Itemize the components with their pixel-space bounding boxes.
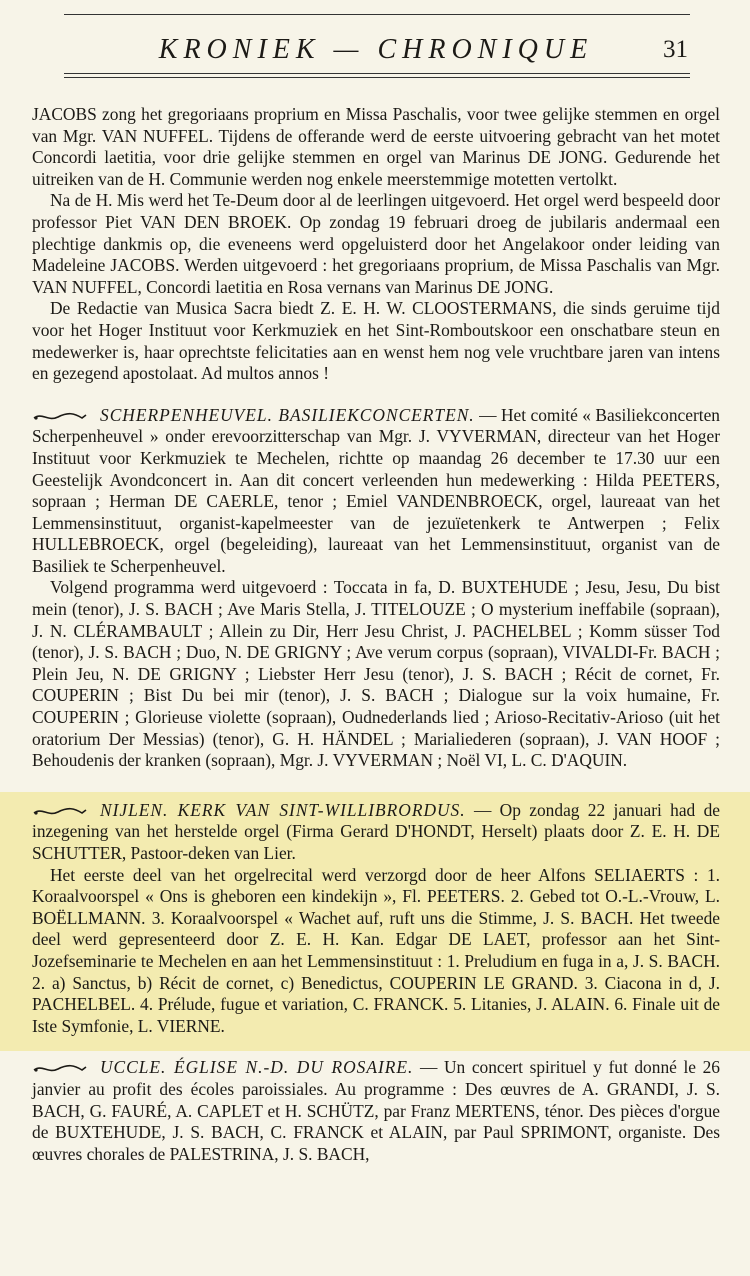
page-number: 31 (663, 36, 688, 63)
highlighted-section (0, 792, 750, 1052)
intro-section (32, 104, 720, 385)
intro-paragraph-3: De Redactie van Musica Sacra biedt Z. E. H. W. CLOOSTERMANS, die sinds geruime tijd voor het Hoger Instituut voor Kerkmuziek en het Sint-Romboutskoor een onschatbare steun en medewerker is, haar oprechtste felicitaties aan en wenst hem nog vele vruchtbare jaren van intens en gezegend apostolaat. Ad multos annos ! (32, 298, 720, 384)
flourish-ornament-icon (32, 806, 88, 818)
intro-paragraph-1: JACOBS zong het gregoriaans proprium en Missa Paschalis, voor twee gelijke stemmen en orgel van Mgr. VAN NUFFEL. Tijdens de offerande werd de eerste uitvoering gebracht van het motet Concordi laetitia, voor drie gelijke stemmen en orgel van Marinus DE JONG. Gedurende het uitreiken van de H. Communie werden nog enkele meerstemmige motetten vertolkt. (32, 104, 720, 189)
uccle-text-1: — Un concert spirituel y fut donné le 26 janvier au profit des écoles paroissiales. Au programme : Des œuvres de A. GRANDI, J. S. BACH, G. FAURÉ, A. CAPLET et H. SCHÜTZ, par Franz MERTENS, ténor. Des pièces d'orgue de BUXTEHUDE, J. S. BACH, C. FRANCK et ALAIN, par Paul SPRIMONT, organiste. Des œuvres chorales de PALESTRINA, J. S. BACH, (32, 1057, 720, 1164)
intro-paragraph-2: Na de H. Mis werd het Te-Deum door al de leerlingen uitgevoerd. Het orgel werd bespeeld door professor Piet VAN DEN BROEK. Op zondag 19 februari droeg de jubilaris andermaal een plechtige dankmis op, die eveneens werd opgeluisterd door het Angelakoor onder leiding van Madeleine JACOBS. Werden uitgevoerd : het gregoriaans proprium, de Missa Paschalis van Mgr. VAN NUFFEL, Concordi laetitia en Rosa vernans van Marinus DE JONG. (32, 190, 720, 297)
header-rule-top (64, 14, 690, 15)
section-scherpenheuvel (32, 405, 720, 772)
section-title-scherpenheuvel: SCHERPENHEUVEL. BASILIEKCONCERTEN. (100, 404, 475, 425)
uccle-paragraph-1 (32, 1057, 720, 1165)
header-rule-bottom (64, 73, 690, 74)
nijlen-text-1: — Op zondag 22 januari had de inzegening van het herstelde orgel (Firma Gerard D'HONDT, Herselt) plaats door Z. E. H. DE SCHUTTER, Pastoor-deken van Lier. (32, 799, 720, 863)
section-title-uccle: UCCLE. ÉGLISE N.-D. DU ROSAIRE. (100, 1057, 414, 1078)
section-title-nijlen: NIJLEN. KERK VAN SINT-WILLIBRORDUS. (100, 799, 466, 820)
flourish-ornament-icon (32, 411, 88, 423)
nijlen-paragraph-2: Het eerste deel van het orgelrecital werd verzorgd door de heer Alfons SELIAERTS : 1. Koraalvoorspel « Ons is gheboren een kindekijn », Fl. PEETERS. 2. Gebed tot O.-L.-Vrouw, L. BOËLLMANN. 3. Koraalvoorspel « Wachet auf, ruft uns die Stimme, J. S. BACH. Het tweede deel werd gepresenteerd door Z. E. H. Kan. Edgar DE LAET, professor aan het Sint-Jozefseminarie te Mechelen en aan het Lemmensinstituut : 1. Preludium en fuga in a, J. S. BACH. 2. a) Sanctus, b) Récit de cornet, c) Benedictus, COUPERIN LE GRAND. 3. Ciacona in d, J. PACHELBEL. 4. Prélude, fugue et variation, C. FRANCK. 5. Litanies, J. ALAIN. 6. Finale uit de Iste Symfonie, L. VIERNE. (32, 864, 720, 1036)
scherpenheuvel-paragraph-2: Volgend programma werd uitgevoerd : Toccata in fa, D. BUXTEHUDE ; Jesu, Jesu, Du bist mein (tenor), J. S. BACH ; Ave Maris Stella, J. TITELOUZE ; O mysterium ineffabile (sopraan), J. N. CLÉRAMBAULT ; Allein zu Dir, Herr Jesu Christ, J. PACHELBEL ; Komm süsser Tod (tenor), J. S. BACH ; Duo, N. DE GRIGNY ; Ave verum corpus (sopraan), VIVALDI-Fr. BACH ; Plein Jeu, N. DE GRIGNY ; Liebster Herr Jesu (tenor), J. S. BACH ; Récit de cornet, Fr. COUPERIN ; Bist Du bei mir (tenor), J. S. BACH ; Dialogue sur la voix humaine, Fr. COUPERIN ; Glorieuse violette (sopraan), Oudnederlands lied ; Arioso-Recitativ-Arioso (uit het oratorium Der Messias) (tenor), G. H. HÄNDEL ; Marialiederen (sopraan), J. VAN HOOF ; Behoudenis der kranken (sopraan), Mgr. J. VYVERMAN ; Noël VI, L. C. D'AQUIN. (32, 577, 720, 771)
scherpenheuvel-paragraph-1 (32, 405, 720, 578)
page-header (32, 0, 720, 84)
section-nijlen (32, 800, 720, 1038)
running-title: KRONIEK — CHRONIQUE (158, 34, 594, 65)
scherpenheuvel-text-1: — Het comité « Basiliekconcerten Scherpenheuvel » onder erevoorzitterschap van Mgr. J. VYVERMAN, directeur van het Hoger Instituut voor Kerkmuziek te Mechelen, richtte op maandag 26 december te 17.30 uur een Geestelijk Avondconcert in. Aan dit concert verleenden hun medewerking : Hilda PEETERS, sopraan ; Herman DE CAERLE, tenor ; Emiel VANDENBROECK, orgel, laureaat van het Lemmensinstituut, organist-kapelmeester van de jezuïetenkerk te Antwerpen ; Felix HULLEBROECK, orgel (begeleiding), laureaat van het Lemmensinstituut, organist van de Basiliek te Scherpenheuvel. (32, 404, 720, 576)
section-uccle (32, 1057, 720, 1165)
flourish-ornament-icon (32, 1063, 88, 1075)
nijlen-paragraph-1 (32, 800, 720, 865)
header-rule-bottom-thin (64, 77, 690, 78)
